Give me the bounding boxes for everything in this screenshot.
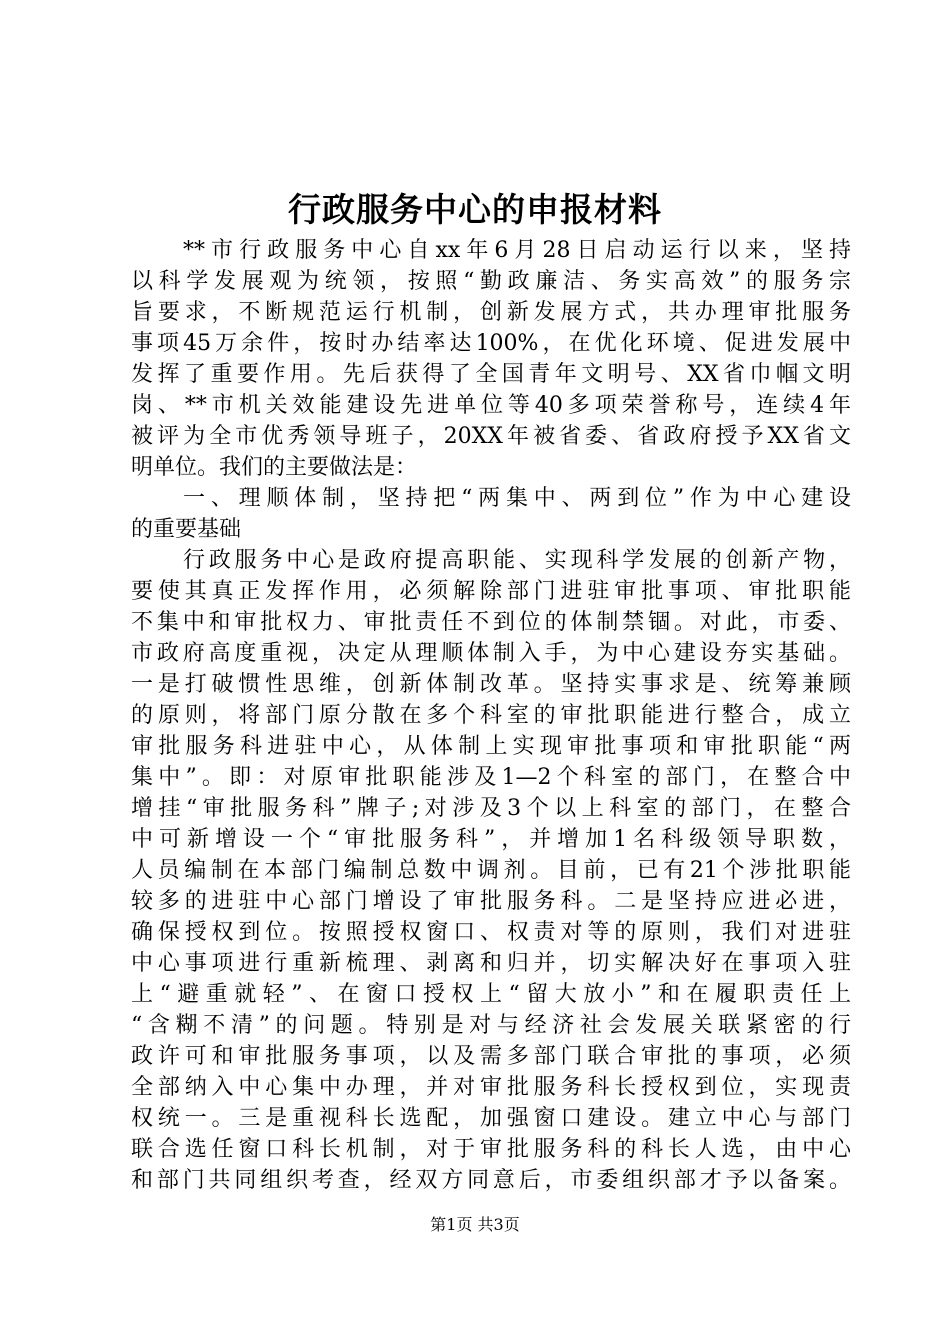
body-line: 行政服务中心是政府提高职能、实现科学发展的创新产物， bbox=[183, 548, 851, 573]
body-line: 一是打破惯性思维，创新体制改革。坚持实事求是、统筹兼顾 bbox=[131, 672, 851, 697]
body-line: 要使其真正发挥作用，必须解除部门进驻审批事项、审批职能 bbox=[131, 579, 851, 604]
body-line: 审批服务科进驻中心，从体制上实现审批事项和审批职能“两 bbox=[131, 734, 851, 759]
body-line: 不集中和审批权力、审批责任不到位的体制禁锢。对此，市委、 bbox=[131, 610, 851, 635]
body-line: 确保授权到位。按照授权窗口、权责对等的原则，我们对进驻 bbox=[131, 920, 851, 945]
body-line: 政许可和审批服务事项，以及需多部门联合审批的事项，必须 bbox=[131, 1044, 851, 1069]
body-line: 人员编制在本部门编制总数中调剂。目前，已有21个涉批职能 bbox=[131, 858, 851, 883]
body-line: 岗、**市机关效能建设先进单位等40多项荣誉称号，连续4年 bbox=[131, 393, 851, 418]
body-line: 全部纳入中心集中办理，并对审批服务科长授权到位，实现责 bbox=[131, 1075, 851, 1100]
body-line: 中可新增设一个“审批服务科”，并增加1名科级领导职数， bbox=[131, 827, 851, 852]
body-line: 权统一。三是重视科长选配，加强窗口建设。建立中心与部门 bbox=[131, 1106, 851, 1131]
body-line: 被评为全市优秀领导班子，20XX年被省委、省政府授予XX省文 bbox=[131, 424, 851, 449]
body-line: 增挂“审批服务科”牌子;对涉及3个以上科室的部门，在整合 bbox=[131, 796, 851, 821]
body-line: 集中”。即：对原审批职能涉及1—2个科室的部门，在整合中 bbox=[131, 765, 851, 790]
body-line: 上“避重就轻”、在窗口授权上“留大放小”和在履职责任上 bbox=[131, 982, 851, 1007]
body-line: 以科学发展观为统领，按照“勤政廉洁、务实高效”的服务宗 bbox=[131, 269, 851, 294]
body-line: 中心事项进行重新梳理、剥离和归并，切实解决好在事项入驻 bbox=[131, 951, 851, 976]
page-number-footer: 第1页 共3页 bbox=[430, 1215, 520, 1234]
body-line: 事项45万余件，按时办结率达100%，在优化环境、促进发展中 bbox=[131, 331, 851, 356]
body-line: 较多的进驻中心部门增设了审批服务科。二是坚持应进必进， bbox=[131, 889, 851, 914]
body-line: **市行政服务中心自xx年6月28日启动运行以来，坚持 bbox=[183, 238, 851, 263]
document-title: 行政服务中心的申报材料 bbox=[288, 190, 662, 229]
body-line: 旨要求，不断规范运行机制，创新发展方式，共办理审批服务 bbox=[131, 300, 851, 325]
body-line: 发挥了重要作用。先后获得了全国青年文明号、XX省巾帼文明 bbox=[131, 362, 851, 387]
body-line: 联合选任窗口科长机制，对于审批服务科的科长人选，由中心 bbox=[131, 1137, 851, 1162]
body-line: 和部门共同组织考查，经双方同意后，市委组织部才予以备案。 bbox=[131, 1168, 851, 1193]
body-line: “含糊不清”的问题。特别是对与经济社会发展关联紧密的行 bbox=[131, 1013, 851, 1038]
section-heading-line: 一、理顺体制，坚持把“两集中、两到位”作为中心建设 bbox=[183, 486, 851, 511]
body-line: 市政府高度重视，决定从理顺体制入手，为中心建设夯实基础。 bbox=[131, 641, 851, 666]
section-heading-line: 的重要基础 bbox=[131, 517, 242, 542]
body-line: 明单位。我们的主要做法是： bbox=[131, 455, 418, 480]
body-line: 的原则，将部门原分散在多个科室的审批职能进行整合，成立 bbox=[131, 703, 851, 728]
